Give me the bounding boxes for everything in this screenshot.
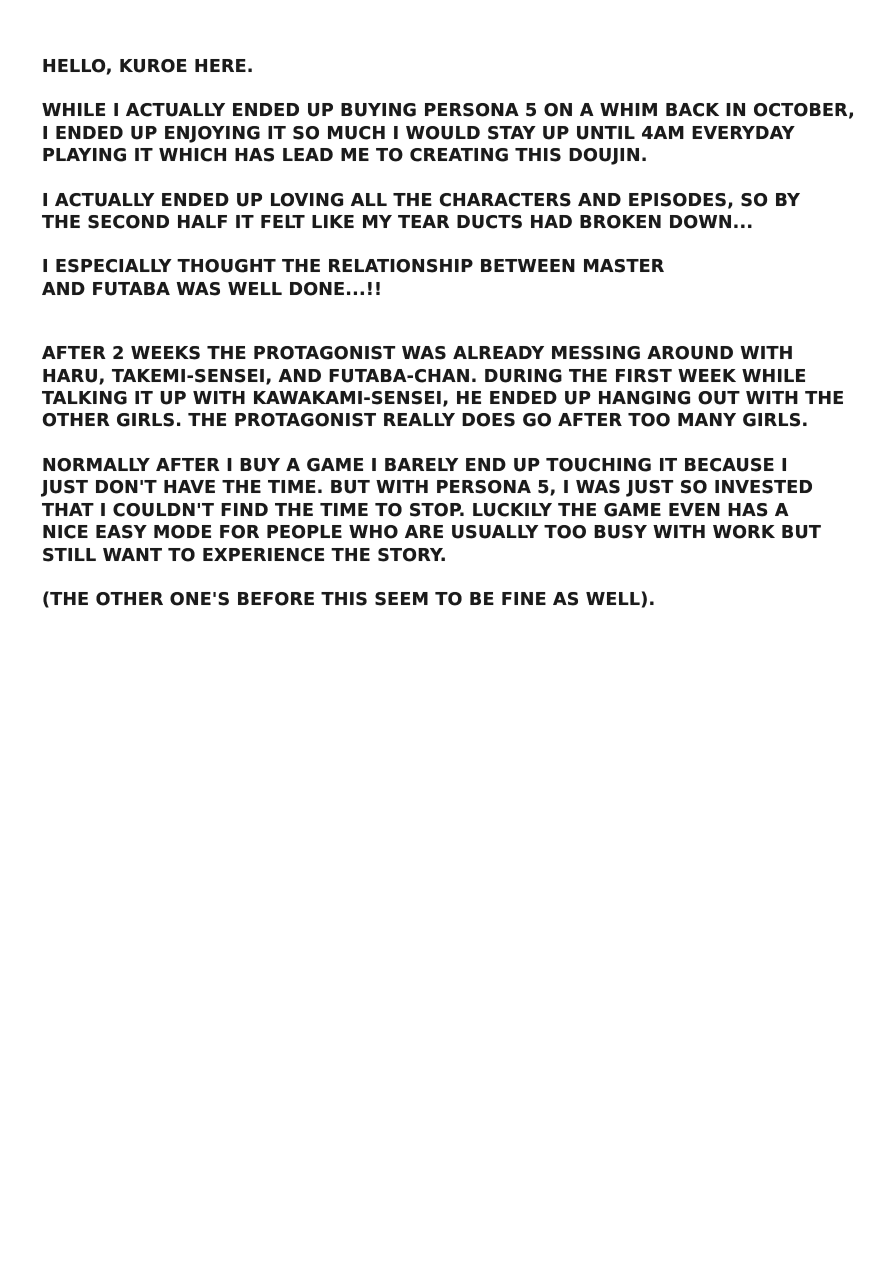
text-line: JUST DON'T HAVE THE TIME. BUT WITH PERSONA 5, I WAS JUST SO INVESTED (42, 478, 814, 499)
paragraph-closing-note (42, 589, 891, 611)
text-line: TALKING IT UP WITH KAWAKAMI-SENSEI, HE ENDED UP HANGING OUT WITH THE (42, 389, 845, 410)
text-line: STILL WANT TO EXPERIENCE THE STORY. (42, 545, 447, 566)
text-line: HELLO, KUROE HERE. (42, 57, 254, 77)
text-line: NICE EASY MODE FOR PEOPLE WHO ARE USUALLY TOO BUSY WITH WORK BUT (42, 523, 821, 544)
paragraph-characters-episodes (42, 190, 891, 235)
text-line: WHILE I ACTUALLY ENDED UP BUYING PERSONA 5 ON A WHIM BACK IN OCTOBER, (42, 101, 856, 122)
text-line: NORMALLY AFTER I BUY A GAME I BARELY END UP TOUCHING IT BECAUSE I (42, 455, 788, 476)
text-line: PLAYING IT WHICH HAS LEAD ME TO CREATING THIS DOUJIN. (42, 146, 648, 167)
text-line: I ACTUALLY ENDED UP LOVING ALL THE CHARACTERS AND EPISODES, SO BY (42, 190, 800, 211)
paragraph-buying-persona5 (42, 100, 891, 167)
text-line: AND FUTABA WAS WELL DONE...!! (42, 279, 383, 300)
paragraph-master-futaba (42, 256, 891, 301)
text-line: AFTER 2 WEEKS THE PROTAGONIST WAS ALREADY MESSING AROUND WITH (42, 344, 794, 365)
text-line: OTHER GIRLS. THE PROTAGONIST REALLY DOES GO AFTER TOO MANY GIRLS. (42, 411, 809, 432)
text-line: I ENDED UP ENJOYING IT SO MUCH I WOULD STAY UP UNTIL 4AM EVERYDAY (42, 123, 795, 144)
text-line: I ESPECIALLY THOUGHT THE RELATIONSHIP BETWEEN MASTER (42, 257, 665, 278)
paragraph-greeting (42, 56, 891, 78)
text-line: THAT I COULDN'T FIND THE TIME TO STOP. LUCKILY THE GAME EVEN HAS A (42, 500, 789, 521)
text-line: THE SECOND HALF IT FELT LIKE MY TEAR DUCTS HAD BROKEN DOWN... (42, 213, 754, 234)
paragraph-protagonist-girls (42, 343, 891, 433)
text-line: HARU, TAKEMI-SENSEI, AND FUTABA-CHAN. DURING THE FIRST WEEK WHILE (42, 366, 807, 387)
text-line: (THE OTHER ONE'S BEFORE THIS SEEM TO BE FINE AS WELL). (42, 589, 656, 610)
paragraph-no-time-easy-mode (42, 455, 891, 567)
